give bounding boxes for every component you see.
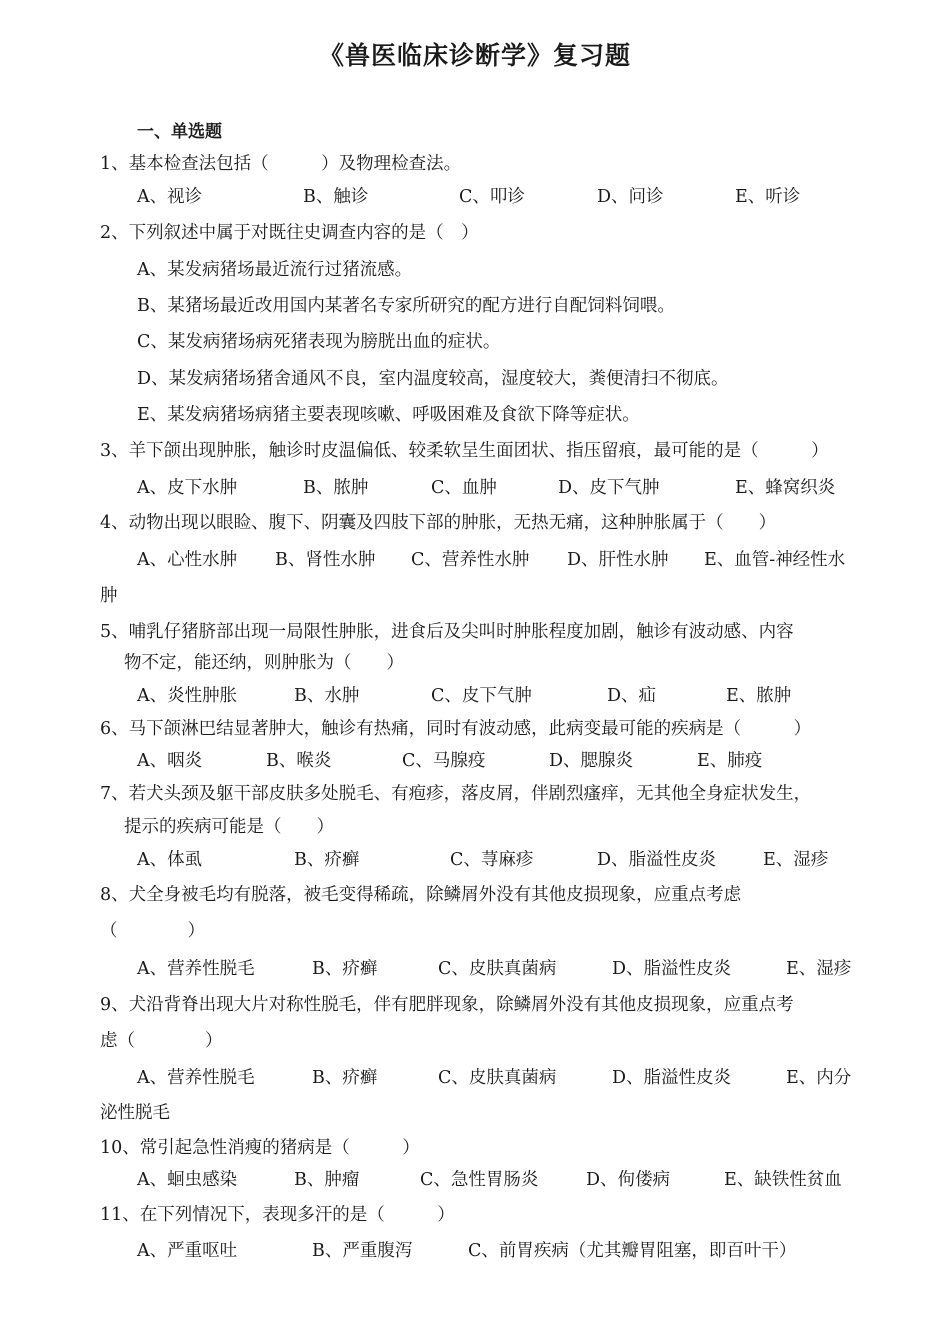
question-7-option-e: E、湿疹 (763, 850, 829, 870)
question-6-option-e: E、肺疫 (697, 751, 763, 771)
question-7-option-b: B、疥癣 (294, 850, 360, 870)
question-4-option-b: B、肾性水肿 (275, 550, 376, 570)
question-5-option-c: C、皮下气肿 (431, 686, 532, 706)
question-5-option-d: D、疝 (607, 686, 657, 706)
question-2-option-c: C、某发病猪场病死猪表现为膀胱出血的症状。 (137, 332, 501, 352)
question-3-option-c: C、血肿 (431, 478, 497, 498)
question-6-option-a: A、咽炎 (137, 751, 203, 771)
question-3-option-b: B、脓肿 (303, 478, 369, 498)
question-9-option-b: B、疥癣 (312, 1068, 378, 1088)
question-4-option-a: A、心性水肿 (137, 550, 238, 570)
question-5-option-e: E、脓肿 (726, 686, 792, 706)
question-10-option-b: B、肿瘤 (294, 1170, 360, 1190)
question-8-stem-cont: （ ） (100, 921, 205, 941)
question-10-option-e: E、缺铁性贫血 (724, 1170, 842, 1190)
question-9-option-c: C、皮肤真菌病 (438, 1068, 557, 1088)
question-4-option-d: D、肝性水肿 (567, 550, 669, 570)
question-8-option-d: D、脂溢性皮炎 (612, 959, 732, 979)
question-11-option-b: B、严重腹泻 (312, 1241, 413, 1261)
question-3-stem: 3、羊下颌出现肿胀，触诊时皮温偏低、较柔软呈生面团状、指压留痕，最可能的是（ ） (100, 441, 829, 461)
question-9-option-e: E、内分 (786, 1068, 852, 1088)
question-2-option-e: E、某发病猪场病猪主要表现咳嗽、呼吸困难及食欲下降等症状。 (137, 405, 640, 425)
question-9-stem-cont: 虑（ ） (100, 1031, 223, 1051)
question-4-stem: 4、动物出现以眼睑、腹下、阴囊及四肢下部的肿胀，无热无痛，这种肿胀属于（ ） (100, 513, 777, 533)
question-4-option-c: C、营养性水肿 (411, 550, 530, 570)
question-6-option-c: C、马腺疫 (402, 751, 486, 771)
question-6-option-d: D、腮腺炎 (549, 751, 634, 771)
question-10-stem: 10、常引起急性消瘦的猪病是（ ） (100, 1138, 420, 1158)
question-11-stem: 11、在下列情况下，表现多汗的是（ ） (100, 1205, 455, 1225)
question-4-option-e-wrap: 肿 (100, 586, 118, 606)
question-10-option-c: C、急性胃肠炎 (420, 1170, 539, 1190)
question-8-option-a: A、营养性脱毛 (137, 959, 255, 979)
question-8-option-c: C、皮肤真菌病 (438, 959, 557, 979)
question-1-option-a: A、视诊 (137, 187, 203, 207)
question-6-option-b: B、喉炎 (266, 751, 332, 771)
question-8-option-b: B、疥癣 (312, 959, 378, 979)
question-5-stem: 5、哺乳仔猪脐部出现一局限性肿胀，进食后及尖叫时肿胀程度加剧，触诊有波动感、内容 (100, 622, 794, 642)
question-9-stem: 9、犬沿背脊出现大片对称性脱毛，伴有肥胖现象，除鳞屑外没有其他皮损现象，应重点考 (100, 995, 794, 1015)
question-6-stem: 6、马下颌淋巴结显著肿大，触诊有热痛，同时有波动感，此病变最可能的疾病是（ ） (100, 719, 812, 739)
question-8-option-e: E、湿疹 (786, 959, 852, 979)
question-11-option-a: A、严重呕吐 (137, 1241, 238, 1261)
question-9-option-d: D、脂溢性皮炎 (612, 1068, 732, 1088)
question-1-option-b: B、触诊 (303, 187, 369, 207)
question-9-option-a: A、营养性脱毛 (137, 1068, 255, 1088)
question-7-option-c: C、荨麻疹 (450, 850, 534, 870)
question-1-stem: 1、基本检查法包括（ ）及物理检查法。 (100, 154, 462, 174)
question-2-option-b: B、某猪场最近改用国内某著名专家所研究的配方进行自配饲料饲喂。 (137, 296, 675, 316)
document-title: 《兽医临床诊断学》复习题 (318, 41, 631, 70)
question-3-option-a: A、皮下水肿 (137, 478, 238, 498)
question-11-option-c: C、前胃疾病（尤其瓣胃阻塞，即百叶干） (468, 1241, 797, 1261)
question-8-stem: 8、犬全身被毛均有脱落，被毛变得稀疏，除鳞屑外没有其他皮损现象，应重点考虑 (100, 885, 742, 905)
question-10-option-d: D、佝偻病 (586, 1170, 671, 1190)
question-7-option-d: D、脂溢性皮炎 (597, 850, 717, 870)
question-10-option-a: A、蛔虫感染 (137, 1170, 238, 1190)
question-5-option-b: B、水肿 (294, 686, 360, 706)
question-2-option-d: D、某发病猪场猪舍通风不良，室内温度较高，湿度较大，粪便清扫不彻底。 (137, 369, 729, 389)
question-2-option-a: A、某发病猪场最近流行过猪流感。 (137, 260, 413, 280)
question-1-option-e: E、听诊 (735, 187, 801, 207)
question-9-option-e-wrap: 泌性脱毛 (100, 1103, 170, 1123)
question-5-stem-cont: 物不定，能还纳，则肿胀为（ ） (124, 653, 404, 673)
question-1-option-d: D、问诊 (597, 187, 664, 207)
question-2-stem: 2、下列叙述中属于对既往史调查内容的是（ ） (100, 223, 479, 243)
question-7-option-a: A、体虱 (137, 850, 203, 870)
question-7-stem-cont: 提示的疾病可能是（ ） (124, 817, 334, 837)
question-3-option-e: E、蜂窝织炎 (735, 478, 836, 498)
question-7-stem: 7、若犬头颈及躯干部皮肤多处脱毛、有疱疹，落皮屑，伴剧烈瘙痒，无其他全身症状发生， (100, 784, 812, 804)
question-3-option-d: D、皮下气肿 (558, 478, 660, 498)
question-4-option-e: E、血管-神经性水 (704, 550, 846, 570)
section-heading: 一、单选题 (137, 122, 222, 142)
question-1-option-c: C、叩诊 (459, 187, 525, 207)
question-5-option-a: A、炎性肿胀 (137, 686, 238, 706)
